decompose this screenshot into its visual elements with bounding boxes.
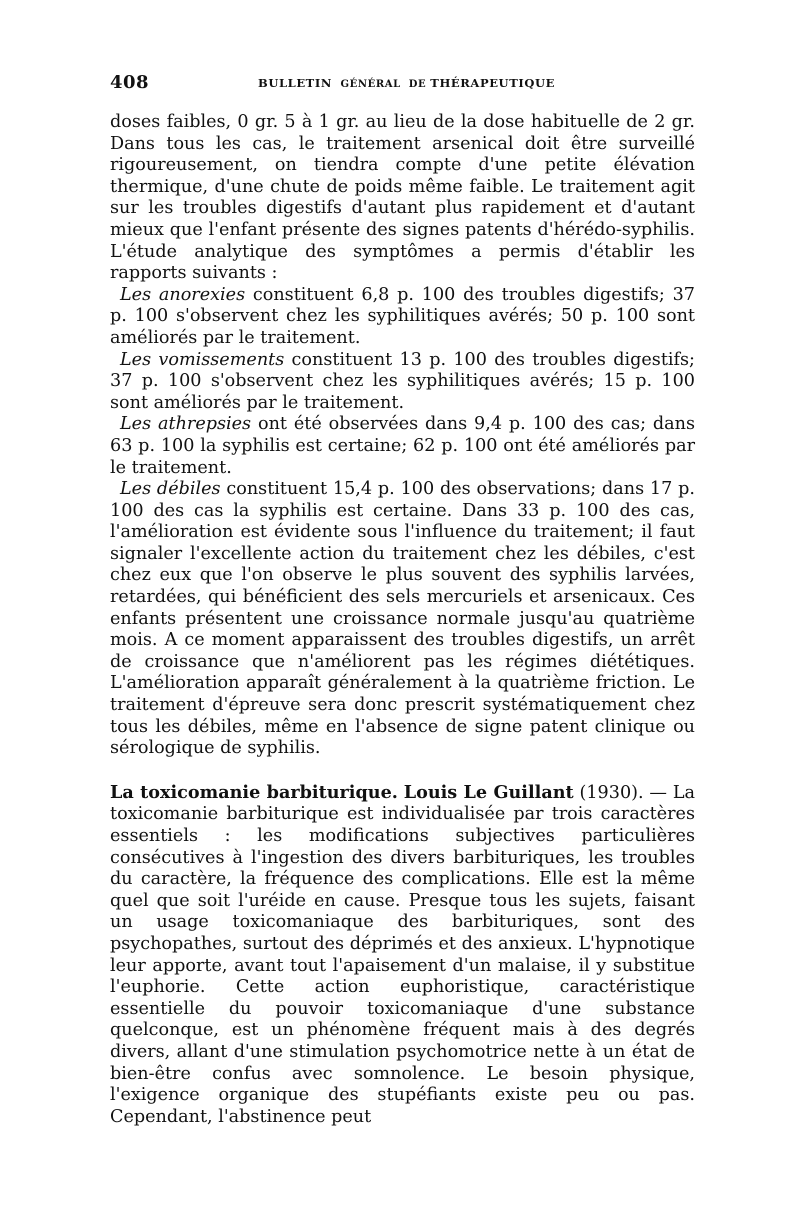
journal-word-3: DE [408, 79, 427, 90]
article-body: La toxicomanie barbiturique est individualisée par trois caractères essentiels : les modifications subjectives particulières consécutives à l'ingestion des divers barbituriques, les troubles du caractère, la fréquence des complications. Elle est la même quel que soit l'uréide en cause. Presque tous les sujets, faisant un usage toxicomaniaque des barbituriques, sont des psychopathes, surtout des déprimés et des anxieux. L'hypnotique leur apporte, avant tout l'apaisement d'un malaise, il y substitue l'euphorie. Cette action euphoristique, caractéristique essentielle du pouvoir toxicomaniaque d'une substance quelconque, est un phénomène fréquent mais à des degrés divers, allant d'une stimulation psychomotrice nette à un état de bien-être confus avec somnolence. Le besoin physique, l'exigence organique des stupéfiants existe peu ou pas. Cependant, l'abstinence peut [110, 782, 696, 1127]
paragraph-vomissements [110, 350, 695, 415]
term-athrepsies: Les athrepsies [120, 414, 252, 435]
term-vomissements: Les vomissements [120, 349, 285, 370]
article-title: La toxicomanie barbiturique. [110, 781, 398, 803]
text-athrepsies: ont été observées dans 9,4 p. 100 des cas; dans 63 p. 100 la syphilis est certaine; 62 p. 100 ont été améliorés par le traitement. [110, 414, 696, 478]
page-header [110, 72, 695, 98]
text-debiles: constituent 15,4 p. 100 des observations; dans 17 p. 100 des cas la syphilis est certaine. Dans 33 p. 100 des cas, l'amélioration est évidente sous l'influence du traitement; il faut signaler l'excellente action du traitement chez les débiles, c'est chez eux que l'on observe le plus souvent des syphilis larvées, retardées, qui bénéficient des sels mercuriels et arsenicaux. Ces enfants présentent une croissance normale jusqu'au quatrième mois. A ce moment apparaissent des troubles digestifs, un arrêt de croissance que n'améliorent pas les régimes diététiques. L'amélioration apparaît généralement à la quatrième friction. Le traitement d'épreuve sera donc prescrit systématiquement chez tous les débiles, même en l'absence de signe patent clinique ou sérologique de syphilis. [110, 479, 695, 759]
paragraph-toxicomanie [110, 782, 695, 1129]
paragraph-intro: doses faibles, 0 gr. 5 à 1 gr. au lieu de la dose habituelle de 2 gr. Dans tous les cas, le traitement arsenical doit être surveillé rigoureusement, on tiendra compte d'une petite élévation thermique, d'une chute de poids même faible. Le traitement agit sur les troubles digestifs d'autant plus rapidement et d'autant mieux que l'enfant présente des signes patents d'hérédo-syphilis. L'étude analytique des symptômes a permis d'établir les rapports suivants : [110, 112, 695, 284]
section-spacer [110, 760, 695, 782]
text-vomissements: constituent 13 p. 100 des troubles digestifs; 37 p. 100 s'observent chez les syphilitiques avérés; 15 p. 100 sont améliorés par le traitement. [110, 349, 695, 413]
journal-word-4: THÉRAPEUTIQUE [430, 76, 555, 90]
running-title [258, 76, 555, 90]
term-anorexies: Les anorexies [120, 284, 246, 305]
page-number: 408 [110, 72, 150, 93]
article-author: Louis Le Guillant [403, 781, 574, 803]
journal-word-1: BULLETIN [258, 76, 332, 90]
journal-word-2: GÉNÉRAL [340, 79, 401, 90]
text-anorexies: constituent 6,8 p. 100 des troubles digestifs; 37 p. 100 s'observent chez les syphilitiques avérés; 50 p. 100 sont améliorés par le traitement. [110, 284, 695, 348]
term-debiles: Les débiles [120, 479, 221, 500]
paragraph-debiles [110, 479, 695, 760]
paragraph-athrepsies [110, 414, 695, 479]
document-page [110, 72, 695, 1128]
paragraph-anorexies [110, 285, 695, 350]
article-year: (1930). — [573, 782, 668, 803]
